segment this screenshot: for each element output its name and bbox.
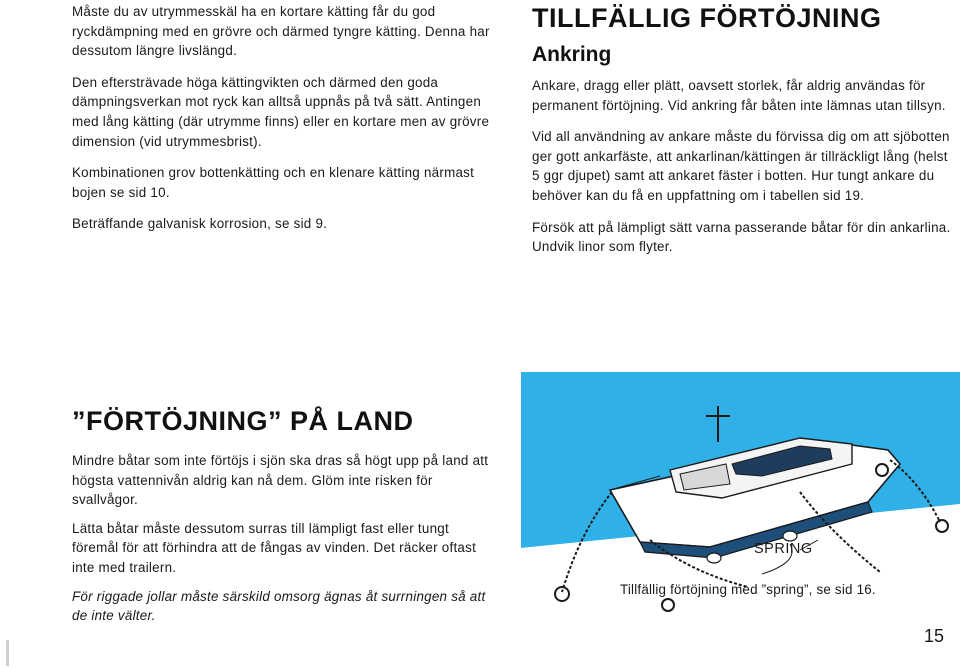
subsection-title-anchoring: Ankring — [532, 43, 612, 66]
paragraph-galvanic-corrosion: Beträffande galvanisk korrosion, se sid 9. — [72, 216, 328, 232]
spring-label: SPRING — [754, 541, 813, 557]
paragraph-light-boats: Lätta båtar måste dessutom surras till lämpligt fast eller tungt föremål för att förhindra att de fångas av vinden. Det räcker oftast inte med trailern. — [72, 520, 477, 575]
paragraph-chain-weight: Den eftersträvade höga kättingvikten och därmed den goda dämpningsverkan mot ryck kan alltså uppnås på två sätt. Antingen med lång kätting (där utrymme finns) eller en kortare men av grövre dimension (vid utrymmesbrist). — [72, 74, 490, 149]
right-column-top — [532, 2, 952, 257]
paragraph-anchor-usage: Vid all användning av ankare måste du förvissa dig om att sjöbotten ger gott ankarfäste, att ankarlinan/kättingen är tillräckligt lång (helst 5 ggr djupet) samt att ankaret fäster i botten. Hur tungt ankare du behöver kan du få en uppfattning om i tabellen sid 19. — [532, 129, 950, 203]
section-mooring-on-land — [72, 405, 492, 626]
paragraph-anchor-warning: Försök att på lämpligt sätt varna passerande båtar för din ankarlina. Undvik linor som flyter. — [532, 219, 951, 255]
section-title-mooring-on-land: ”FÖRTÖJNING” PÅ LAND — [72, 406, 414, 436]
paragraph-small-boats: Mindre båtar som inte förtöjs i sjön ska dras så högt upp på land att högsta vattennivån aldrig kan nå dem. Glöm inte risken för svallvågor. — [72, 453, 489, 508]
fender-icon — [707, 553, 721, 563]
paragraph-chain-dimension: Måste du av utrymmesskäl ha en kortare kätting får du god ryckdämpning med en grövre och därmed tyngre kätting. Denna har dessutom längre livslängd. — [72, 4, 490, 59]
paragraph-chain-combination: Kombinationen grov bottenkätting och en klenare kätting närmast bojen se sid 10. — [72, 165, 475, 200]
fender-icon — [783, 531, 797, 541]
illustration-caption: Tillfällig förtöjning med ”spring”, se sid 16. — [620, 582, 876, 597]
paragraph-rigged-dinghies: För riggade jollar måste särskild omsorg ägnas åt surrningen så att de inte välter. — [72, 588, 486, 624]
section-title-temporary-mooring: TILLFÄLLIG FÖRTÖJNING — [532, 3, 882, 33]
scan-edge-mark — [6, 640, 9, 666]
boat-mooring-illustration — [500, 372, 960, 669]
left-column-top — [72, 2, 490, 234]
paragraph-anchor-permanent: Ankare, dragg eller plätt, oavsett storlek, får aldrig användas för permanent förtöjning. Vid ankring får båten inte lämnas utan tillsyn. — [532, 78, 946, 113]
page-number: 15 — [924, 626, 945, 646]
